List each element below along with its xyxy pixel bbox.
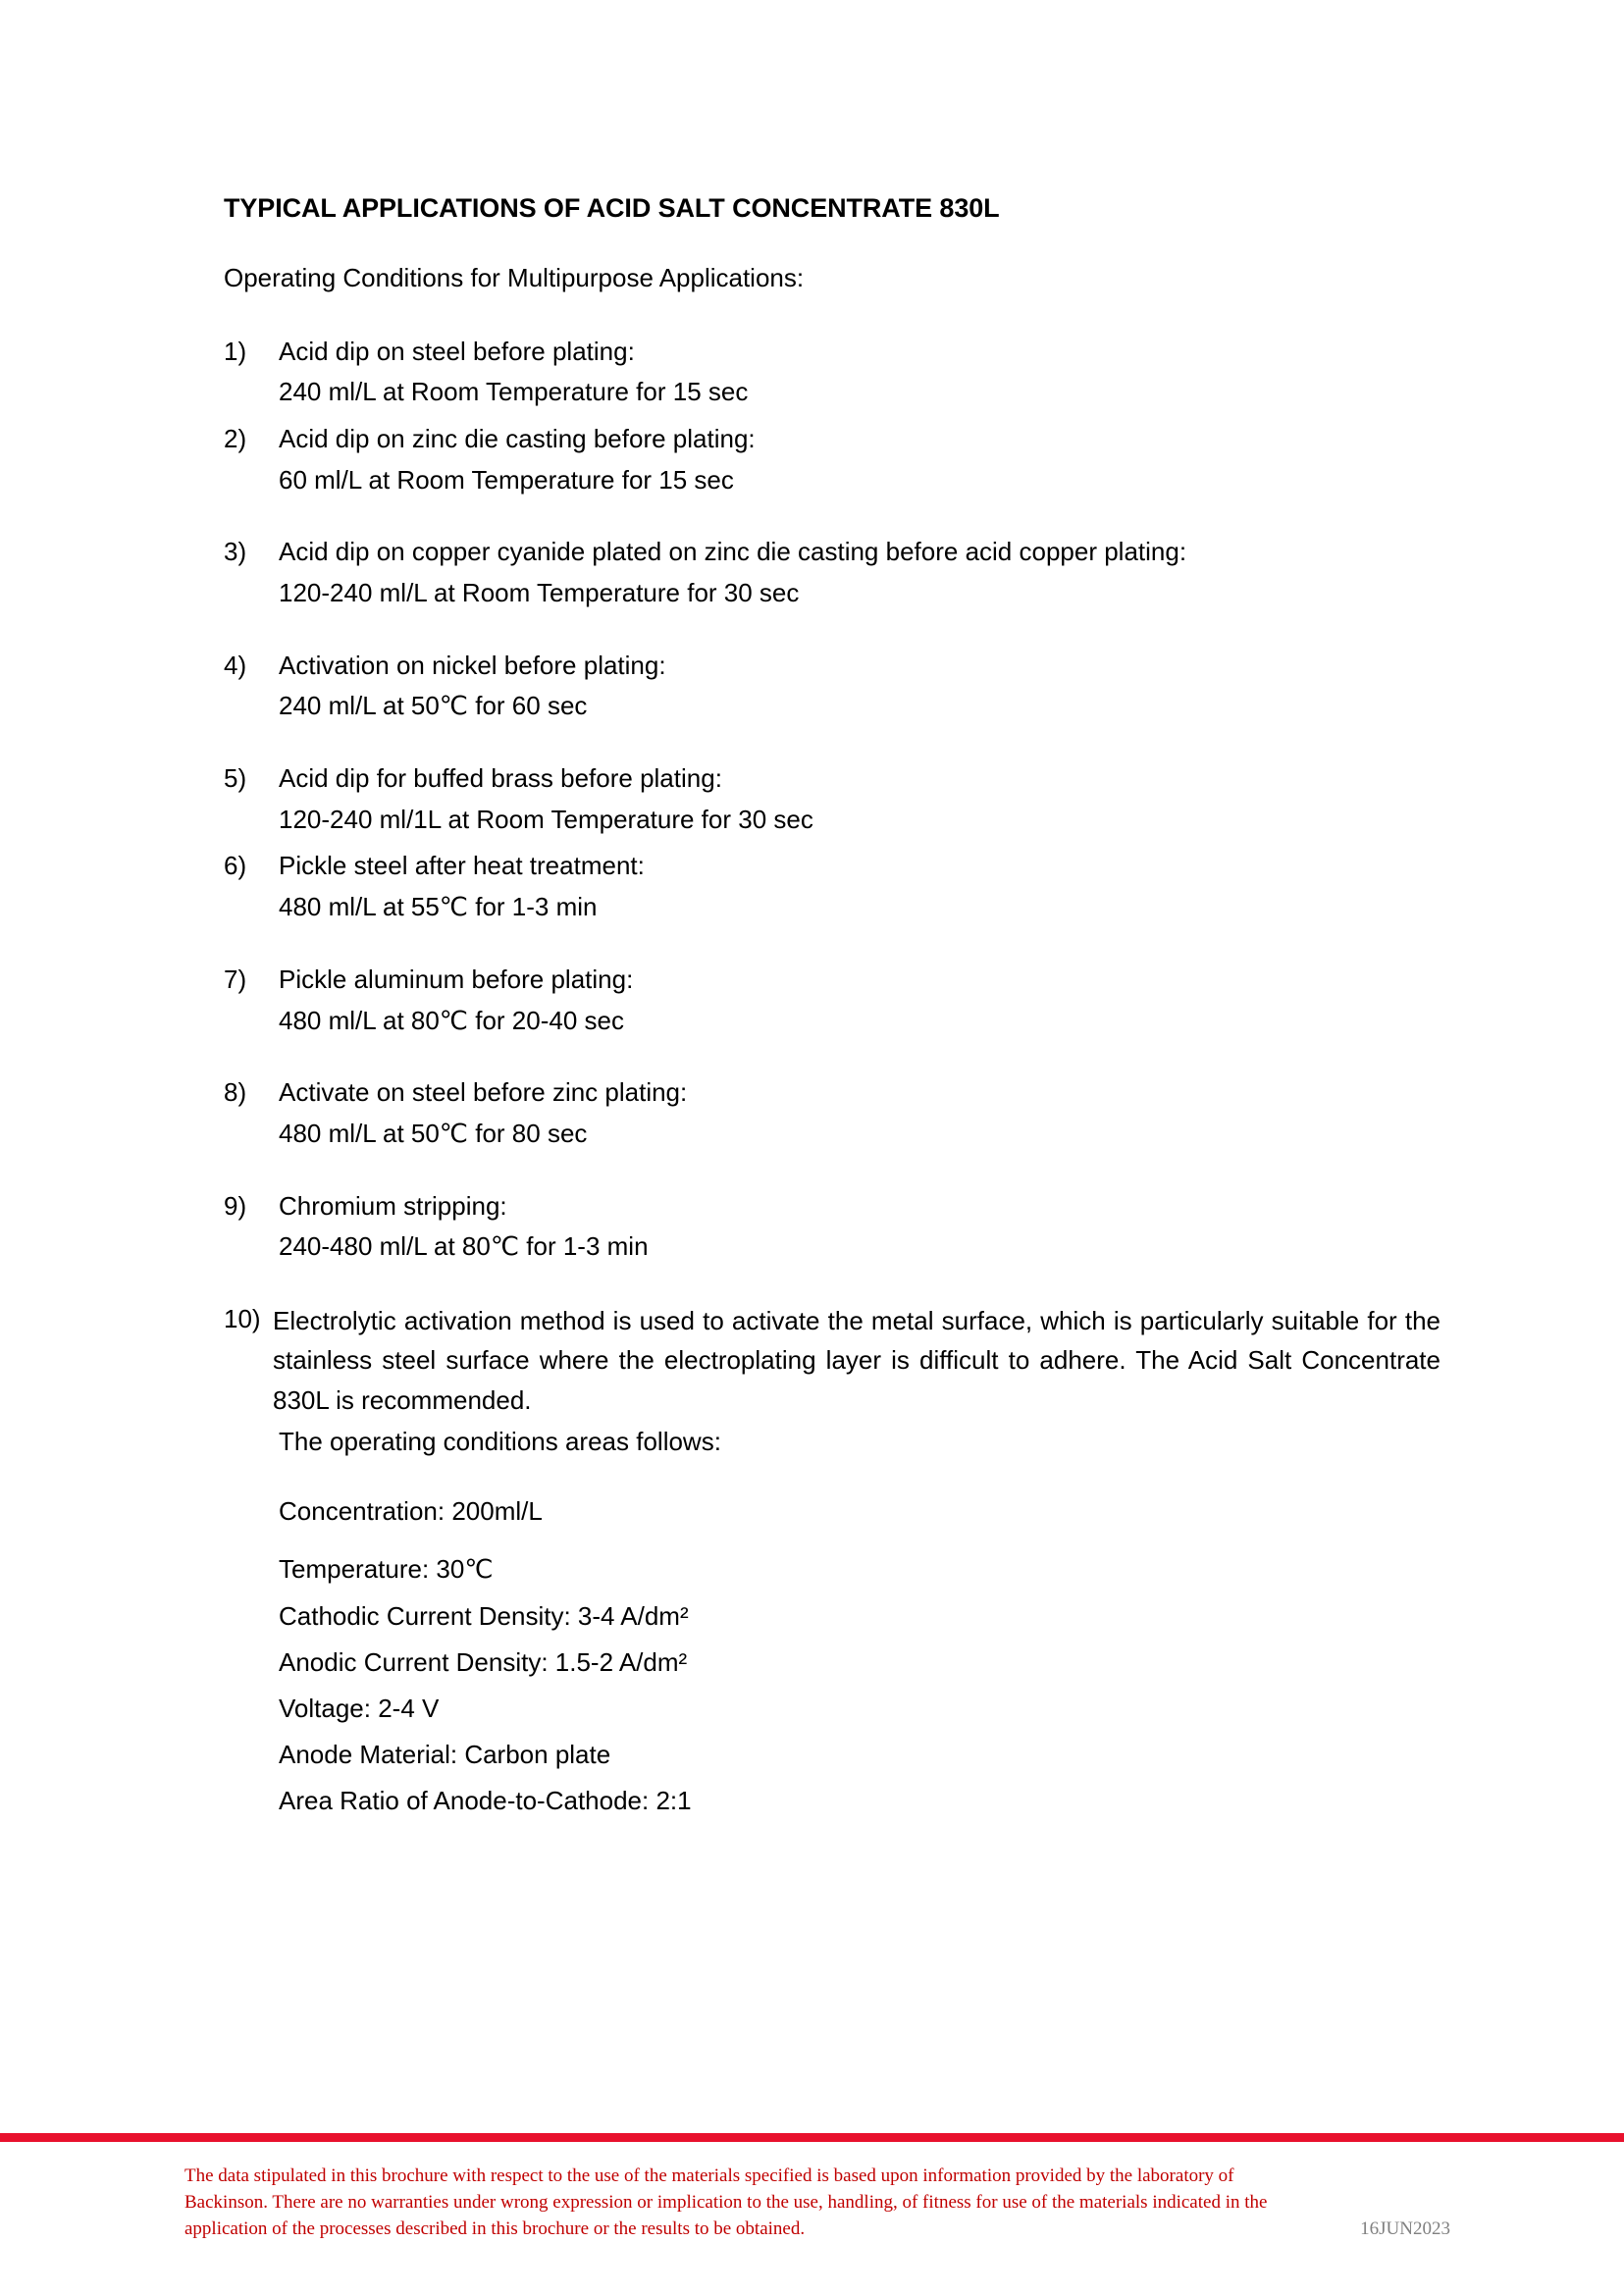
page-title: TYPICAL APPLICATIONS OF ACID SALT CONCENTRATE 830L bbox=[224, 193, 1000, 223]
footer-disclaimer-line-3: application of the processes described in this brochure or the results to be obtained. bbox=[184, 2217, 806, 2239]
list-item-closing: The operating conditions areas follows: bbox=[279, 1426, 721, 1456]
footer-date: 16JUN2023 bbox=[1360, 2217, 1450, 2239]
list-item bbox=[224, 1188, 1441, 1266]
list-item-body bbox=[279, 421, 1441, 498]
list-item-detail: 240-480 ml/L at 80℃ for 1-3 min bbox=[279, 1231, 649, 1262]
list-item-marker: 4) bbox=[224, 650, 247, 680]
list-item-detail: 120-240 ml/1L at Room Temperature for 30 sec bbox=[279, 804, 813, 834]
list-item-marker: 1) bbox=[224, 336, 247, 366]
document-content bbox=[224, 192, 1441, 1832]
list-item-body bbox=[279, 334, 1441, 411]
list-item-heading: Acid dip for buffed brass before plating: bbox=[279, 763, 722, 794]
footer bbox=[184, 2164, 1450, 2243]
footer-disclaimer-line-1: The data stipulated in this brochure with respect to the use of the materials specified is based upon information provided by the laboratory of bbox=[184, 2165, 1234, 2186]
list-item bbox=[224, 534, 1441, 611]
condition-anodic-current-density: Anodic Current Density: 1.5-2 A/dm² bbox=[279, 1646, 688, 1677]
list-item bbox=[224, 1301, 1441, 1461]
list-item-detail: 240 ml/L at Room Temperature for 15 sec bbox=[279, 377, 749, 407]
intro-text: Operating Conditions for Multipurpose Applications: bbox=[224, 263, 805, 293]
list-item-marker: 6) bbox=[224, 851, 247, 881]
list-item bbox=[224, 648, 1441, 725]
list-item bbox=[224, 334, 1441, 411]
list-item-detail: 120-240 ml/L at Room Temperature for 30 sec bbox=[279, 578, 800, 608]
footer-divider bbox=[0, 2133, 1624, 2142]
list-item-body bbox=[279, 648, 1441, 725]
list-item bbox=[224, 1074, 1441, 1152]
list-item-body bbox=[279, 1074, 1441, 1152]
list-item-marker: 3) bbox=[224, 537, 247, 567]
list-item-body bbox=[279, 848, 1441, 925]
list-item-detail: 480 ml/L at 50℃ for 80 sec bbox=[279, 1118, 588, 1148]
list-item-heading: Acid dip on steel before plating: bbox=[279, 336, 635, 366]
list-item-marker: 9) bbox=[224, 1190, 247, 1221]
list-item-heading: Activation on nickel before plating: bbox=[279, 650, 666, 680]
list-item-marker: 2) bbox=[224, 423, 247, 453]
footer-bottom-row bbox=[184, 2217, 1450, 2243]
list-item-heading: Acid dip on copper cyanide plated on zinc die casting before acid copper plating: bbox=[279, 537, 1187, 567]
list-item-detail: 480 ml/L at 80℃ for 20-40 sec bbox=[279, 1005, 624, 1035]
list-item-body bbox=[279, 1188, 1441, 1266]
list-item-heading: Acid dip on zinc die casting before plating: bbox=[279, 423, 756, 453]
list-item-body bbox=[279, 962, 1441, 1039]
list-item bbox=[224, 760, 1441, 838]
footer-disclaimer-line-2: Backinson. There are no warranties under wrong expression or implication to the use, handling, of fitness for use of the materials indicated in the bbox=[184, 2191, 1268, 2213]
condition-area-ratio: Area Ratio of Anode-to-Cathode: 2:1 bbox=[279, 1786, 692, 1816]
applications-list bbox=[224, 334, 1441, 1462]
list-item-detail: 60 ml/L at Room Temperature for 15 sec bbox=[279, 464, 734, 495]
list-item bbox=[224, 421, 1441, 498]
list-item-marker: 10) bbox=[224, 1303, 261, 1333]
list-item-heading: Pickle steel after heat treatment: bbox=[279, 851, 645, 881]
list-item bbox=[224, 962, 1441, 1039]
condition-anode-material: Anode Material: Carbon plate bbox=[279, 1740, 611, 1770]
list-item-heading: Activate on steel before zinc plating: bbox=[279, 1077, 688, 1108]
list-item-body bbox=[279, 534, 1441, 611]
list-item-heading: Pickle aluminum before plating: bbox=[279, 964, 634, 994]
condition-voltage: Voltage: 2-4 V bbox=[279, 1693, 440, 1723]
condition-cathodic-current-density: Cathodic Current Density: 3-4 A/dm² bbox=[279, 1600, 689, 1631]
list-item-paragraph: Electrolytic activation method is used to activate the metal surface, which is particularly suitable for the stainless steel surface where the electroplating layer is difficult to adhere. The Acid Salt Concentrate 830L is recommended. bbox=[273, 1305, 1441, 1415]
list-item-heading: Chromium stripping: bbox=[279, 1190, 507, 1221]
list-item-detail: 480 ml/L at 55℃ for 1-3 min bbox=[279, 892, 598, 922]
condition-concentration: Concentration: 200ml/L bbox=[279, 1496, 543, 1527]
list-item-detail: 240 ml/L at 50℃ for 60 sec bbox=[279, 691, 588, 721]
list-item bbox=[224, 848, 1441, 925]
list-item-marker: 7) bbox=[224, 964, 247, 994]
condition-temperature: Temperature: 30℃ bbox=[279, 1554, 494, 1585]
list-item-marker: 8) bbox=[224, 1077, 247, 1108]
list-item-marker: 5) bbox=[224, 763, 247, 794]
list-item-body bbox=[279, 760, 1441, 838]
operating-conditions-block bbox=[224, 1496, 1441, 1816]
list-item-body bbox=[273, 1301, 1441, 1461]
